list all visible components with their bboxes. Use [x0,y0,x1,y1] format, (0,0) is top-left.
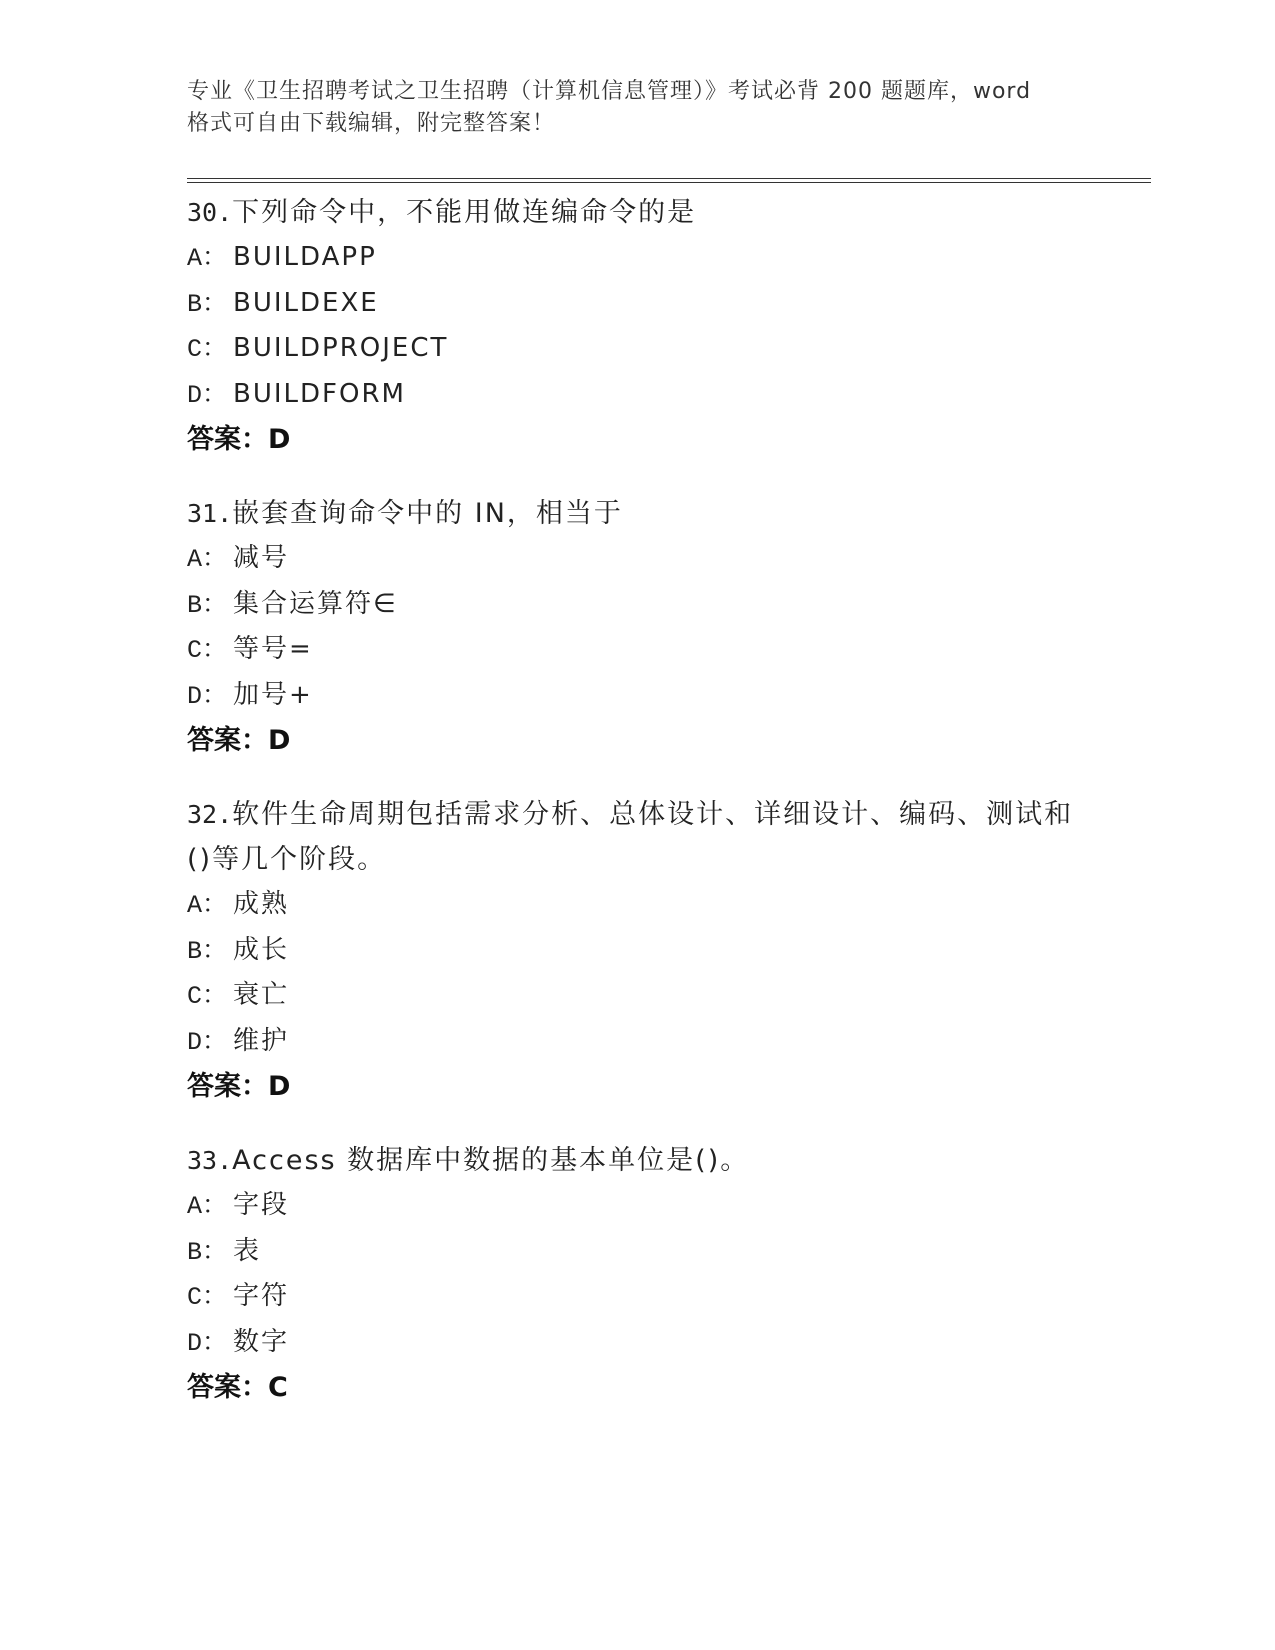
option-d [187,1019,1087,1065]
option-label: C： [187,1283,228,1312]
option-d [187,1320,1087,1366]
option-label: D： [187,1328,228,1358]
option-label: A： [187,891,228,920]
option-d [187,372,1087,418]
option-text: BUILDAPP [233,242,377,272]
question-32 [187,792,1087,1109]
option-text: 成熟 [233,889,290,919]
option-text: 加号+ [233,679,313,710]
answer-line: 答案：D [187,1071,291,1102]
header-divider-top [187,178,1151,179]
question-number: 30. [187,198,233,227]
option-a [187,235,1087,281]
option-b [187,582,1087,628]
option-label: C： [187,982,228,1011]
option-text: 集合运算符∈ [233,588,398,619]
option-text: 字符 [233,1281,290,1311]
option-text: BUILDEXE [233,287,379,318]
answer-line: 答案：C [187,1372,288,1403]
option-b [187,928,1087,974]
option-label: A： [187,545,228,574]
option-label: B： [187,1237,228,1267]
question-text: 软件生命周期包括需求分析、总体设计、详细设计、编码、测试和()等几个阶段。 [187,799,1074,875]
question-number: 31. [187,499,233,528]
option-a [187,882,1087,928]
option-label: C： [187,636,228,665]
option-label: D： [187,380,228,410]
option-text: 等号= [233,634,313,664]
question-stem [187,1138,1087,1183]
option-text: 字段 [233,1190,290,1220]
option-d [187,673,1087,719]
option-text: 表 [233,1235,262,1266]
header-divider-bottom [187,182,1151,183]
answer-line: 答案：D [187,424,291,455]
option-b [187,1229,1087,1275]
option-text: BUILDFORM [233,378,406,409]
question-text: 下列命令中，不能用做连编命令的是 [232,197,697,228]
option-label: C： [187,335,228,364]
option-c [187,1274,1087,1320]
option-text: 减号 [233,543,290,573]
option-text: 维护 [233,1025,290,1056]
option-c [187,627,1087,673]
document-header [187,76,1087,140]
question-list [187,190,1087,1439]
option-text: 成长 [233,934,290,965]
question-30 [187,190,1087,462]
option-label: B： [187,590,228,620]
option-c [187,326,1087,372]
option-a [187,536,1087,582]
header-line-1: 专业《卫生招聘考试之卫生招聘（计算机信息管理）》考试必背 200 题题库，word [187,79,1032,104]
option-label: A： [187,1192,228,1221]
option-b [187,281,1087,327]
option-label: D： [187,1027,228,1057]
question-stem [187,190,1087,235]
option-text: 数字 [233,1326,290,1357]
question-number: 32. [187,800,233,829]
header-line-2: 格式可自由下载编辑，附完整答案！ [187,111,556,136]
option-a [187,1183,1087,1229]
question-31 [187,491,1087,763]
question-33 [187,1138,1087,1410]
question-text: 嵌套查询命令中的 IN，相当于 [232,498,623,529]
question-stem [187,491,1087,536]
option-label: B： [187,289,228,319]
option-label: D： [187,681,228,711]
option-label: A： [187,244,228,273]
answer-line: 答案：D [187,725,291,756]
question-stem [187,792,1087,882]
question-text: Access 数据库中数据的基本单位是()。 [232,1145,750,1176]
option-label: B： [187,936,228,966]
question-number: 33. [187,1146,233,1175]
option-text: 衰亡 [233,980,290,1010]
option-c [187,973,1087,1019]
option-text: BUILDPROJECT [233,333,449,363]
